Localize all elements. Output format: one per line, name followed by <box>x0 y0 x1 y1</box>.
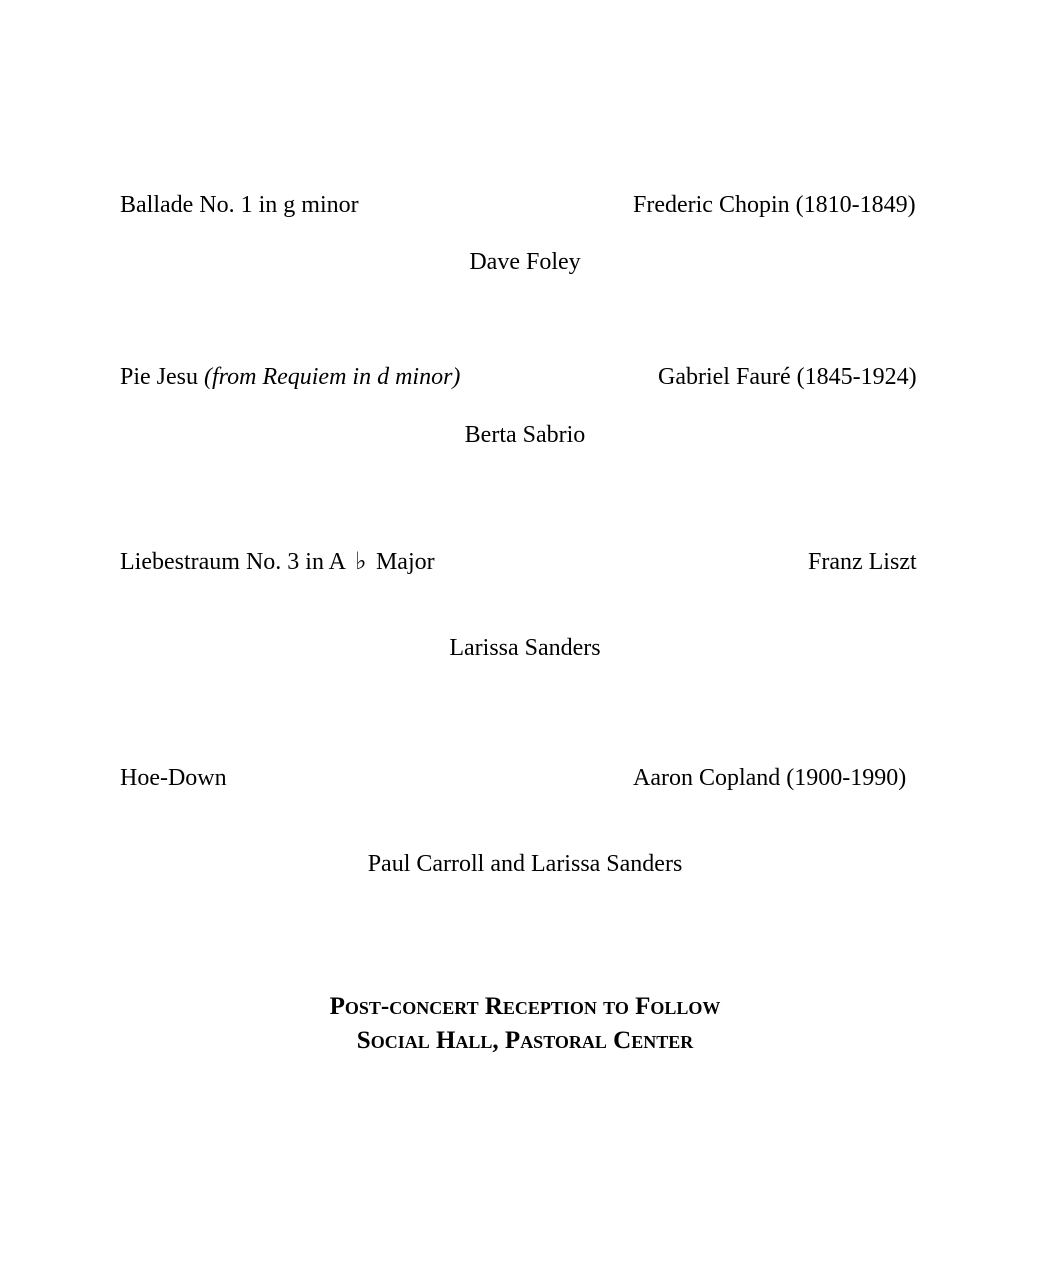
composer: Aaron Copland (1900-1990) <box>633 765 907 791</box>
program-entry-3 <box>120 547 1050 577</box>
piece-title: Hoe-Down <box>120 765 227 791</box>
performer: Dave Foley <box>469 249 581 275</box>
composer: Franz Liszt <box>808 549 917 575</box>
program-entry-4 <box>120 763 1050 793</box>
program-entry-2 <box>120 362 1050 392</box>
program-entry-1 <box>120 190 1050 220</box>
piece-title-prefix: Liebestraum No. 3 in A <box>120 549 346 575</box>
reception-notice-line-1: Post-concert Reception to Follow <box>329 993 721 1020</box>
performer: Larissa Sanders <box>449 635 601 661</box>
piece-subtitle: (from Requiem in d minor) <box>204 364 461 390</box>
performer: Paul Carroll and Larissa Sanders <box>367 851 683 877</box>
piece-title <box>120 547 435 577</box>
piece-title: Ballade No. 1 in g minor <box>120 192 359 218</box>
performer: Berta Sabrio <box>464 422 586 448</box>
piece-title <box>120 362 460 392</box>
composer: Frederic Chopin (1810-1849) <box>633 192 916 218</box>
piece-title-main: Pie Jesu <box>120 364 198 390</box>
piece-title-suffix: Major <box>375 549 435 575</box>
composer: Gabriel Fauré (1845-1924) <box>658 364 917 390</box>
reception-notice-line-2: Social Hall, Pastoral Center <box>356 1027 694 1054</box>
flat-symbol: ♭ <box>355 549 367 575</box>
